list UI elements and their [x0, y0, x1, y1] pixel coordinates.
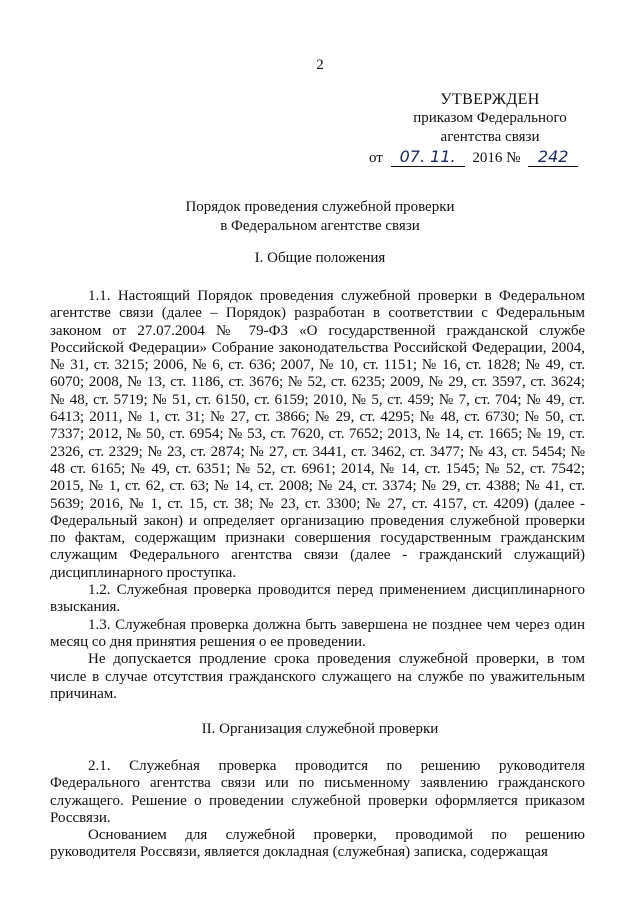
page-number: 2 [316, 57, 324, 73]
section-heading-2: II. Организация служебной проверки [201, 721, 439, 737]
paragraph-1-1: 1.1. Настоящий Порядок проведения служебной проверки в Федеральном агентстве связи (далее – Порядок) разработан в соответствии с Федеральным законом от 27.07.2004 № 79-ФЗ «О государственной гражданской службе Российской Федерации» Собрание законодательства Российской Федерации, 2004, № 31, ст. 3215; 2006, № 6, ст. 636; 2007, № 10, ст. 1151; № 16, ст. 1828; № 49, ст. 6070; 2008, № 13, ст. 1186, ст. 3676; № 52, ст. 6235; 2009, № 29, ст. 3597, ст. 3624; № 48, ст. 5719; № 51, ст. 6150, ст. 6159; 2010, № 5, ст. 459; № 7, ст. 704; № 49, ст. 6413; 2011, № 1, ст. 31; № 27, ст. 3866; № 29, ст. 4295; № 48, ст. 6730; № 50, ст. 7337; 2012, № 50, ст. 6954; № 53, ст. 7620, ст. 7652; 2013, № 14, ст. 1665; № 19, ст. 2326, ст. 2329; № 23, ст. 2874; № 27, ст. 3441, ст. 3462, ст. 3477; № 43, ст. 5454; № 48 ст. 6165; № 49, ст. 6351; № 52, ст. 6961; 2014, № 14, ст. 1545; № 52, ст. 7542; 2015, № 1, ст. 62, ст. 63; № 14, ст. 2008; № 24, ст. 3374; № 29, ст. 4388; № 41, ст. 5639; 2016, № 1, ст. 15, ст. 38; № 23, ст. 3300; № 27, ст. 4157, ст. 4209) (далее - Федеральный закон) и определяет организацию проведения служебной проверки по фактам, содержащим признаки совершения государственным гражданским служащим Федерального агентства связи (далее - гражданский служащий) дисциплинарного проступка. [50, 288, 585, 581]
paragraph-1-3: 1.3. Служебная проверка должна быть завершена не позднее чем через один месяц со дня принятия решения о ее проведении. [50, 616, 585, 650]
section-2-body [50, 758, 585, 862]
approval-date-line [369, 147, 578, 167]
handwritten-order-number: 242 [528, 147, 578, 167]
document-title [0, 198, 640, 236]
section-1-body [50, 288, 585, 703]
document-title-line-2: в Федеральном агентстве связи [220, 218, 420, 234]
paragraph-2-2: Основанием для служебной проверки, проводимой по решению руководителя Россвязи, является докладная (служебная) записка, содержащая [50, 827, 585, 861]
approval-line-2: приказом Федерального [413, 110, 567, 126]
paragraph-1-4: Не допускается продление срока проведения служебной проверки, в том числе в случае отсутствия гражданского служащего на службе по уважительным причинам. [50, 651, 585, 702]
handwritten-date: 07. 11. [391, 147, 465, 167]
approval-line-3: агентства связи [440, 129, 540, 145]
section-heading-1: I. Общие положения [254, 250, 386, 266]
paragraph-2-1: 2.1. Служебная проверка проводится по решению руководителя Федерального агентства связи или по письменному заявлению гражданского служащего. Решение о проведении служебной проверки оформляется приказом Россвязи. [50, 758, 585, 826]
approval-title: УТВЕРЖДЕН [440, 91, 540, 108]
document-title-line-1: Порядок проведения служебной проверки [185, 199, 455, 215]
approval-block [370, 90, 610, 147]
date-prefix: от [369, 150, 383, 166]
year-label: 2016 № [472, 150, 521, 166]
paragraph-1-2: 1.2. Служебная проверка проводится перед применением дисциплинарного взыскания. [50, 582, 585, 616]
